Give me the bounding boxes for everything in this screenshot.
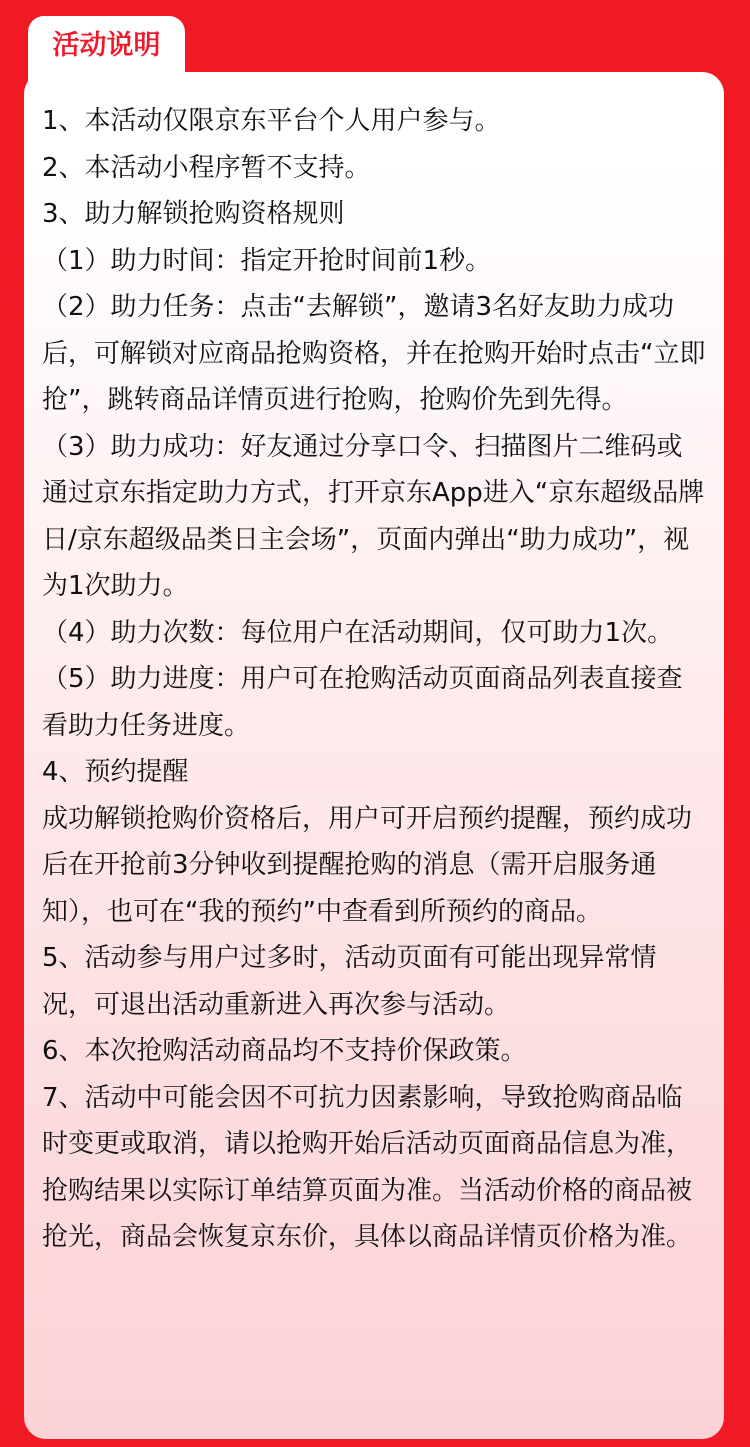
rule-7: 7、活动中可能会因不可抗力因素影响，导致抢购商品临时变更或取消，请以抢购开始后活动页面商品信息为准，抢购结果以实际订单结算页面为准。当活动价格的商品被抢光，商品会恢复京东价，具体以商品详情页价格为准。 <box>42 1082 693 1252</box>
rules-card <box>24 72 724 1439</box>
rule-3-3-assist-success: （3）助力成功：好友通过分享口令、扫描图片二维码或通过京东指定助力方式，打开京东App进入“京东超级品牌日/京东超级品类日主会场”，页面内弹出“助力成功”，视为1次助力。 <box>42 431 705 601</box>
rule-6: 6、本次抢购活动商品均不支持价保政策。 <box>42 1036 527 1066</box>
rule-2: 2、本活动小程序暂不支持。 <box>42 152 371 183</box>
rule-4-heading: 4、预约提醒 <box>42 757 189 787</box>
rule-3-heading: 3、助力解锁抢购资格规则 <box>42 199 345 229</box>
rule-3-2-assist-task: （2）助力任务：点击“去解锁”，邀请3名好友助力成功后，可解锁对应商品抢购资格，并在抢购开始时点击“立即抢”，跳转商品详情页进行抢购，抢购价先到先得。 <box>42 292 706 415</box>
rule-4-body: 成功解锁抢购价资格后，用户可开启预约提醒，预约成功后在开抢前3分钟收到提醒抢购的消息（需开启服务通知），也可在“我的预约”中查看到所预约的商品。 <box>42 803 693 927</box>
rule-5: 5、活动参与用户过多时，活动页面有可能出现异常情况，可退出活动重新进入再次参与活动。 <box>42 943 657 1020</box>
rule-3-5-assist-progress: （5）助力进度：用户可在抢购活动页面商品列表直接查看助力任务进度。 <box>42 664 683 741</box>
rule-3-1-assist-time: （1）助力时间：指定开抢时间前1秒。 <box>42 245 492 276</box>
rule-1: 1、本活动仅限京东平台个人用户参与。 <box>42 106 501 136</box>
rule-3-4-assist-count: （4）助力次数：每位用户在活动期间，仅可助力1次。 <box>42 617 674 648</box>
tab-title: 活动说明 <box>52 30 161 61</box>
